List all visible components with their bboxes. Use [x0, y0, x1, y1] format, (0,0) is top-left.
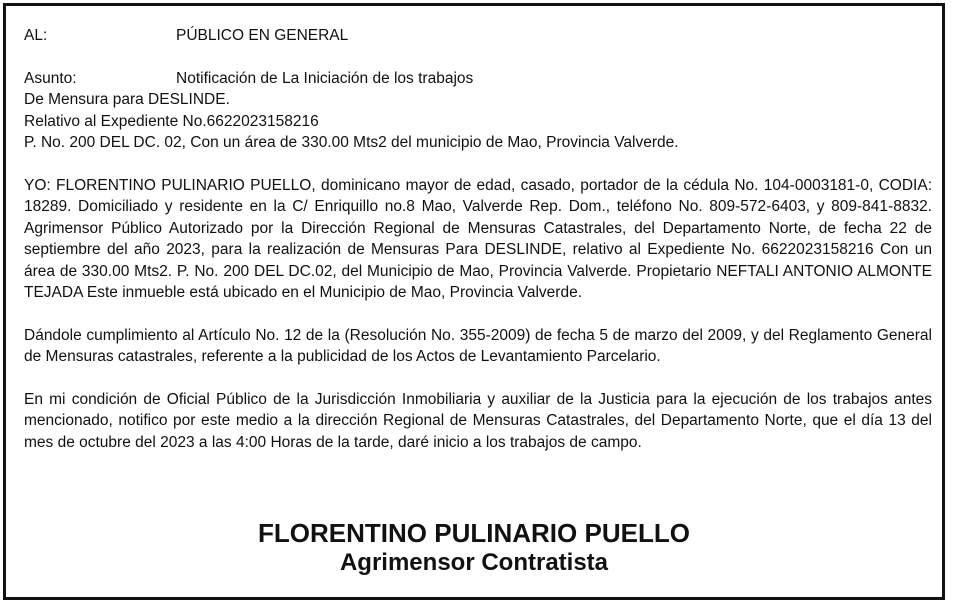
- signature-name: FLORENTINO PULINARIO PUELLO: [258, 518, 690, 548]
- subject-row: [24, 68, 932, 90]
- notice-body: [24, 25, 932, 453]
- addressee-label: AL:: [24, 27, 48, 44]
- subject-line-3: Relativo al Expediente No.6622023158216: [24, 112, 319, 130]
- legal-basis-paragraph: Dándole cumplimiento al Artículo No. 12 de la (Resolución No. 355-2009) de fecha 5 de marzo del 2009, y del Reglamento General de Mensuras catastrales, referente a la publicidad de los Actos de Levantamiento Parcelario.: [24, 326, 932, 365]
- subject-value: Notificación de La Iniciación de los trabajos: [176, 69, 474, 87]
- signature-title: Agrimensor Contratista: [339, 549, 609, 576]
- subject-label: Asunto:: [24, 69, 77, 87]
- subject-line-4: P. No. 200 DEL DC. 02, Con un área de 330.00 Mts2 del municipio de Mao, Provincia Valverde.: [24, 134, 679, 151]
- declaration-paragraph: YO: FLORENTINO PULINARIO PUELLO, dominicano mayor de edad, casado, portador de la cédula No. 104-0003181-0, CODIA: 18289. Domiciliado y residente en la C/ Enriquillo no.8 Mao, Valverde Rep. Dom., teléfono No. 809-572-6403, y 809-841-8832. Agrimensor Público Autorizado por la Dirección Regional de Mensuras Catastrales, del Departamento Norte, de fecha 22 de septiembre del año 2023, para la realización de Mensuras Para DESLINDE, relativo al Expediente No. 6622023158216 Con un área de 330.00 Mts2. P. No. 200 DEL DC.02, del Municipio de Mao, Provincia Valverde. Propietario NEFTALI ANTONIO ALMONTE TEJADA Este inmueble está ubicado en el Municipio de Mao, Provincia Valverde.: [24, 176, 932, 301]
- subject-line-2: De Mensura para DESLINDE.: [24, 91, 230, 108]
- notification-paragraph: En mi condición de Oficial Público de la Jurisdicción Inmobiliaria y auxiliar de la Justicia para la ejecución de los trabajos antes mencionado, notifico por este medio a la dirección Regional de Mensuras Catastrales, del Departamento Norte, que el día 13 del mes de octubre del 2023 a las 4:00 Horas de la tarde, daré inicio a los trabajos de campo.: [24, 390, 932, 451]
- addressee-row: [24, 25, 932, 47]
- notice-frame: [3, 3, 945, 600]
- addressee-value: PÚBLICO EN GENERAL: [176, 27, 349, 44]
- signature-block: [6, 518, 942, 578]
